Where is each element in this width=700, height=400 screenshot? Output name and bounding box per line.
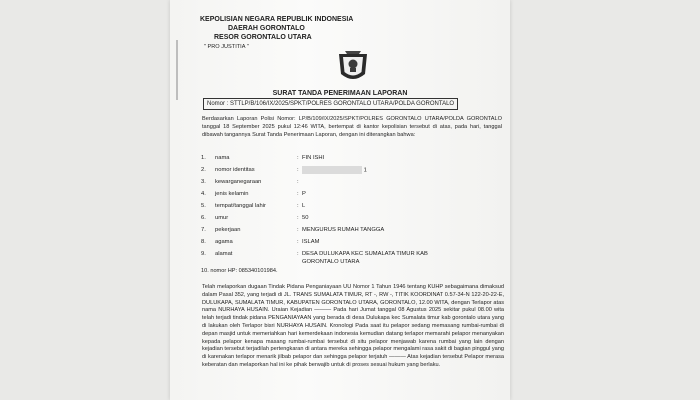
field-value-umur: 50: [302, 215, 309, 221]
header-line-1: KEPOLISIAN NEGARA REPUBLIK INDONESIA: [200, 16, 354, 23]
redaction-block: [302, 166, 362, 174]
fold-shadow: [176, 40, 178, 100]
field-value-jenis-kelamin: P: [302, 191, 306, 197]
document-page: KEPOLISIAN NEGARA REPUBLIK INDONESIA DAERAH GORONTALO RESOR GORONTALO UTARA " PRO JUSTITIA " SURAT TANDA PENERIMAAN LAPORAN Nomor : STTLP/B/106/IX/2025/SPKT/POLRES GORONTALO UTARA/POLDA GORONTALO Berdasarkan Laporan Polisi Nomor: LP/B/109/IX/2025/SPKT/POLRES GORONTALO UTARA/POLDA GORONTALO tanggal 18 September 2025 pukul 12:46 WITA, bertempat di kantor kepolisian tersebut di atas, pada hari, tanggal dibawah tangannya Surat Tanda Penerimaan Laporan, dengan ini diterangkan bahwa: 1. nama : FIN ISHI 2. nomor identitas : 1 3. kewarganegaraan : 4. jenis kelamin : P 5. tempat/tanggal lahir : L 6. umur : 50 7. pekerjaan : MENGURUS RUMAH TANGGA 8. agama : ISLAM 9. alamat : DESA DULUKAPA KEC SUMALATA TIMUR KAB GORONTALO UTARA 10. nomor HP: 085340101984. Telah melaporkan dugaan Tindak Pidana Penganiayaan UU Nomor 1 Tahun 1946 tentang KUHP sebagaimana dimaksud dalam Pasal 352, yang terjadi di JL. TRANS SUMALATA TIMUR, RT -, RW -, TITIK KOORDINAT 0.57-34-N 122-20-22-E, DULUKAPA, SUMALATA TIMUR, KABUPATEN GORONTALO UTARA, GORONTALO, 12.00 WITA, dengan Terlapor atas nama NURHAYA HUSAIN. Uraian Kejadian ——— Pada hari Jumat tanggal 08 Agustus 2025 sekitar pukul 08.00 wita telah terjadi tindak pidana PENGANIAYAAN yang berada di desa Dulukapa kec Sumalata timur kab gorontalo utara yang di lakukan oleh Terlapor bisri NURHAYA HUSAIN. Kronologi Pada saat itu pelapor sedang memasang rumbai-rumbai di depan masjid untuk memeriahkan hari kemerdekaan indonesia kemudian datang terlapor memarahi pelapor menanyakan kepada pelapor kenapa masang rumbai-rumbai tersebut di situ pelapor menjawab karena rumbai yang lain dengan kejadian tersebut terjadilah pertengkaran di antara mereka sehingga pelapor mengalami rasa sakit di bagian pinggul yang di karenakan terlapor menarik jilbab pelapor dan sehingga pelapor terjatuh ——— Atas kejadian tersebut Pelapor merasa keberatan dan melaporkan hal ini ke pihak berwajib untuk di proses sesuai hukum yang berlaku.: [170, 0, 510, 400]
document-title: SURAT TANDA PENERIMAAN LAPORAN: [272, 90, 408, 97]
police-emblem-icon: [335, 48, 371, 86]
field-value-alamat: DESA DULUKAPA KEC SUMALATA TIMUR KAB GORONTALO UTARA: [302, 251, 428, 265]
phone-number: 10. nomor HP: 085340101984.: [201, 268, 278, 274]
report-body: Telah melaporkan dugaan Tindak Pidana Penganiayaan UU Nomor 1 Tahun 1946 tentang KUHP sebagaimana dimaksud dalam Pasal 352, yang terjadi di JL. TRANS SUMALATA TIMUR, RT -, RW -, TITIK KOORDINAT 0.57-34-N 122-20-22-E, DULUKAPA, SUMALATA TIMUR, KABUPATEN GORONTALO UTARA, GORONTALO, 12.00 WITA, dengan Terlapor atas nama NURHAYA HUSAIN. Uraian Kejadian ——— Pada hari Jumat tanggal 08 Agustus 2025 sekitar pukul 08.00 wita telah terjadi tindak pidana PENGANIAYAAN yang berada di desa Dulukapa kec Sumalata timur kab gorontalo utara yang di lakukan oleh Terlapor bisri NURHAYA HUSAIN. Kronologi Pada saat itu pelapor sedang memasang rumbai-rumbai di depan masjid untuk memeriahkan hari kemerdekaan indonesia kemudian datang terlapor memarahi pelapor menanyakan kepada pelapor kenapa masang rumbai-rumbai tersebut di situ pelapor menjawab karena rumbai yang lain dengan kejadian tersebut terjadilah pertengkaran di antara mereka sehingga pelapor mengalami rasa sakit di bagian pinggul yang di karenakan terlapor menarik jilbab pelapor dan sehingga pelapor terjatuh ——— Atas kejadian tersebut Pelapor merasa keberatan dan melaporkan hal ini ke pihak berwajib untuk di proses sesuai hukum yang berlaku.: [202, 284, 504, 368]
field-value-nama: FIN ISHI: [302, 155, 325, 161]
field-value-identitas: 1: [302, 166, 502, 175]
field-value-tempat-lahir: L: [302, 203, 306, 209]
pro-justitia: " PRO JUSTITIA ": [204, 44, 249, 50]
intro-paragraph: Berdasarkan Laporan Polisi Nomor: LP/B/109/IX/2025/SPKT/POLRES GORONTALO UTARA/POLDA GORONTALO tanggal 18 September 2025 pukul 12:46 WITA, bertempat di kantor kepolisian tersebut di atas, pada hari, tanggal dibawah tangannya Surat Tanda Penerimaan Laporan, dengan ini diterangkan bahwa:: [202, 116, 502, 138]
field-value-pekerjaan: MENGURUS RUMAH TANGGA: [302, 227, 385, 233]
document-nomor: Nomor : STTLP/B/106/IX/2025/SPKT/POLRES GORONTALO UTARA/POLDA GORONTALO: [203, 98, 458, 110]
header-line-2: DAERAH GORONTALO: [228, 25, 305, 32]
header-line-3: RESOR GORONTALO UTARA: [214, 34, 312, 41]
field-value-agama: ISLAM: [302, 239, 320, 245]
